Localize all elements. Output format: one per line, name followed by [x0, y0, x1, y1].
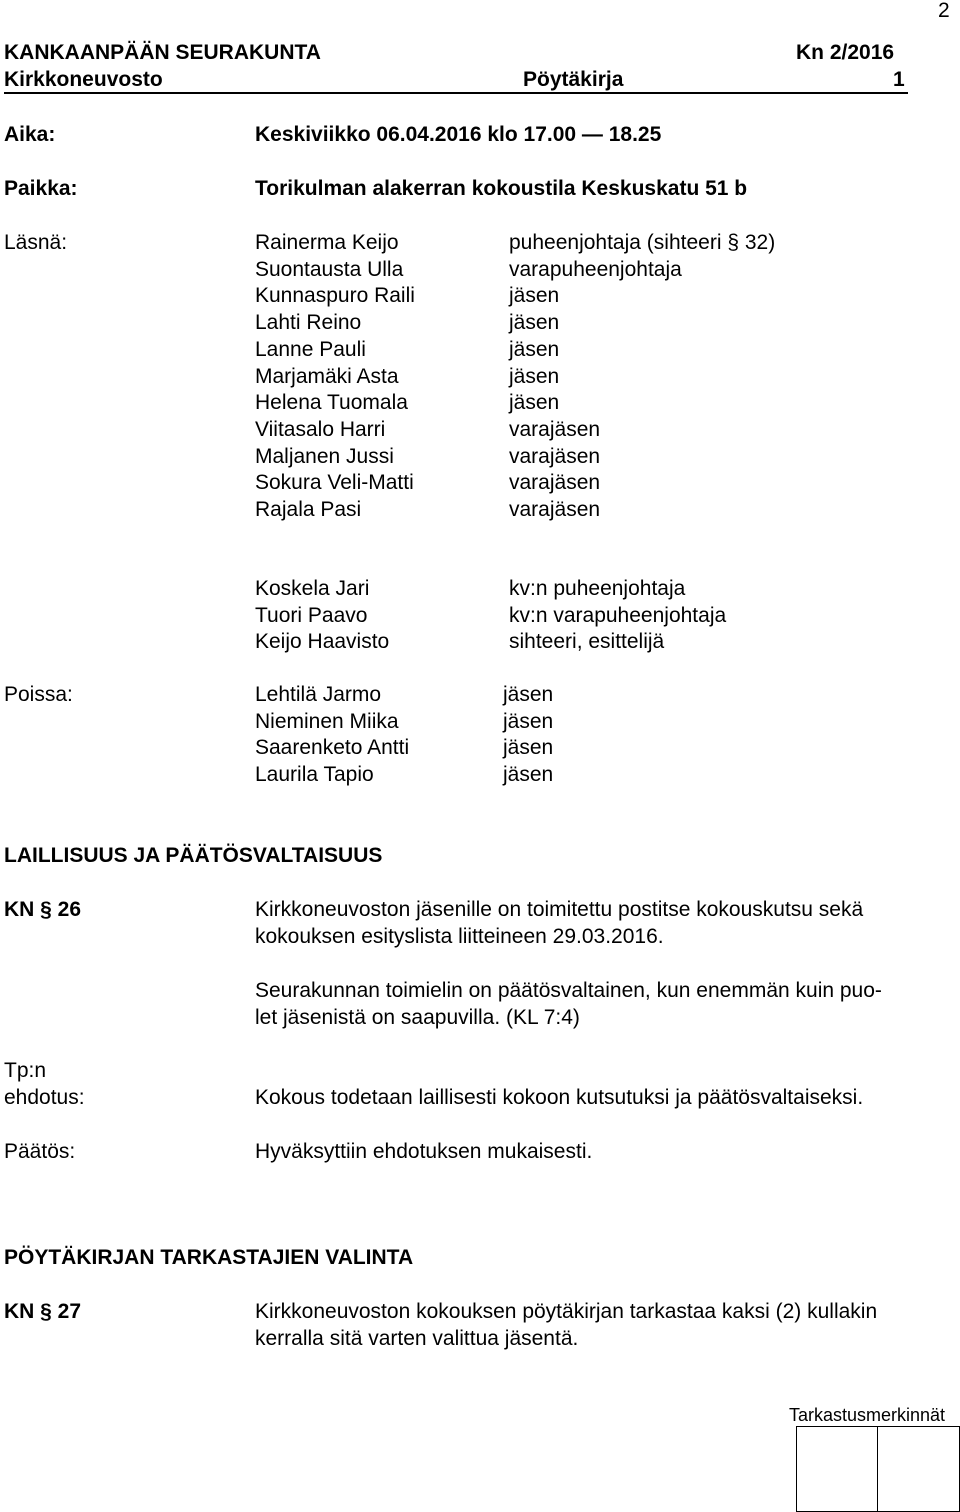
- other-attendee-role: sihteeri, esittelijä: [509, 630, 665, 654]
- present-member-name: Suontausta Ulla: [255, 257, 404, 281]
- section-26-para2-line2: let jäsenistä on saapuvilla. (KL 7:4): [255, 1006, 580, 1029]
- other-attendee-name: Koskela Jari: [255, 577, 370, 600]
- absent-member-role: jäsen: [503, 736, 554, 760]
- header-sheet-number: 1: [893, 68, 905, 91]
- section-26-para1-line2: kokouksen esityslista liitteineen 29.03.2016.: [255, 925, 664, 948]
- present-member-name: Rajala Pasi: [255, 498, 362, 521]
- present-member-role: jäsen: [509, 364, 560, 388]
- header-body-name: Kirkkoneuvosto: [4, 68, 163, 91]
- section-27-heading: PÖYTÄKIRJAN TARKASTAJIEN VALINTA: [4, 1246, 414, 1269]
- absent-member-role: jäsen: [503, 763, 554, 787]
- present-member-role: puheenjohtaja (sihteeri § 32): [509, 231, 776, 254]
- present-member-role: varajäsen: [509, 417, 601, 441]
- present-member-role: varajäsen: [509, 444, 601, 468]
- present-member-name: Helena Tuomala: [255, 391, 408, 415]
- present-member-role: jäsen: [509, 391, 560, 415]
- present-member-role: jäsen: [509, 311, 560, 335]
- present-member-role: jäsen: [509, 337, 560, 361]
- present-member-name: Kunnaspuro Raili: [255, 284, 415, 308]
- initials-box-divider: [877, 1426, 878, 1512]
- proposal-label-line1: Tp:n: [4, 1059, 47, 1082]
- section-26-heading: LAILLISUUS JA PÄÄTÖSVALTAISUUS: [4, 844, 383, 867]
- present-member-name: Sokura Veli-Matti: [255, 471, 414, 495]
- time-value: Keskiviikko 06.04.2016 klo 17.00 — 18.25: [255, 123, 662, 146]
- absent-member-name: Nieminen Miika: [255, 709, 399, 733]
- other-attendee-name: Tuori Paavo: [255, 603, 368, 627]
- decision-label: Päätös:: [4, 1140, 76, 1163]
- proposal-text: Kokous todetaan laillisesti kokoon kutsutuksi ja päätösvaltaiseksi.: [255, 1086, 864, 1109]
- decision-text: Hyväksyttiin ehdotuksen mukaisesti.: [255, 1140, 593, 1163]
- other-attendee-name: Keijo Haavisto: [255, 630, 390, 654]
- present-member-role: varajäsen: [509, 471, 601, 495]
- page-number: 2: [938, 0, 950, 22]
- place-label: Paikka:: [4, 177, 78, 200]
- absent-member-name: Saarenketo Antti: [255, 736, 410, 760]
- section-27-code: KN § 27: [4, 1300, 82, 1323]
- section-26-para1-line1: Kirkkoneuvoston jäsenille on toimitettu postitse kokouskutsu sekä: [255, 898, 864, 921]
- present-member-name: Viitasalo Harri: [255, 417, 386, 441]
- header-document-type: Pöytäkirja: [523, 68, 624, 91]
- section-26-code: KN § 26: [4, 898, 82, 921]
- proposal-label-line2: ehdotus:: [4, 1086, 85, 1109]
- absent-member-name: Laurila Tapio: [255, 763, 374, 787]
- initials-label: Tarkastusmerkinnät: [789, 1405, 946, 1425]
- present-member-role: jäsen: [509, 284, 560, 308]
- present-member-name: Lanne Pauli: [255, 337, 366, 361]
- present-member-name: Marjamäki Asta: [255, 364, 399, 388]
- section-26-para2-line1: Seurakunnan toimielin on päätösvaltainen, kun enemmän kuin puo-: [255, 979, 882, 1002]
- header-rule: [4, 92, 908, 94]
- absent-member-role: jäsen: [503, 709, 554, 733]
- section-27-line1: Kirkkoneuvoston kokouksen pöytäkirjan tarkastaa kaksi (2) kullakin: [255, 1300, 878, 1323]
- present-member-name: Lahti Reino: [255, 311, 362, 335]
- other-attendee-role: kv:n puheenjohtaja: [509, 577, 686, 600]
- present-member-role: varapuheenjohtaja: [509, 257, 682, 281]
- absent-member-role: jäsen: [503, 683, 554, 706]
- present-label: Läsnä:: [4, 231, 68, 254]
- other-attendee-role: kv:n varapuheenjohtaja: [509, 603, 727, 627]
- present-member-name: Maljanen Jussi: [255, 444, 394, 468]
- place-value: Torikulman alakerran kokoustila Keskuskatu 51 b: [255, 177, 748, 200]
- header-document-code: Kn 2/2016: [796, 41, 895, 64]
- time-label: Aika:: [4, 123, 56, 146]
- absent-label: Poissa:: [4, 683, 73, 706]
- present-member-role: varajäsen: [509, 498, 601, 521]
- absent-member-name: Lehtilä Jarmo: [255, 683, 382, 706]
- section-27-line2: kerralla sitä varten valittua jäsentä.: [255, 1327, 579, 1350]
- header-organization: KANKAANPÄÄN SEURAKUNTA: [4, 41, 321, 64]
- initials-box: [796, 1426, 960, 1512]
- present-member-name: Rainerma Keijo: [255, 231, 399, 254]
